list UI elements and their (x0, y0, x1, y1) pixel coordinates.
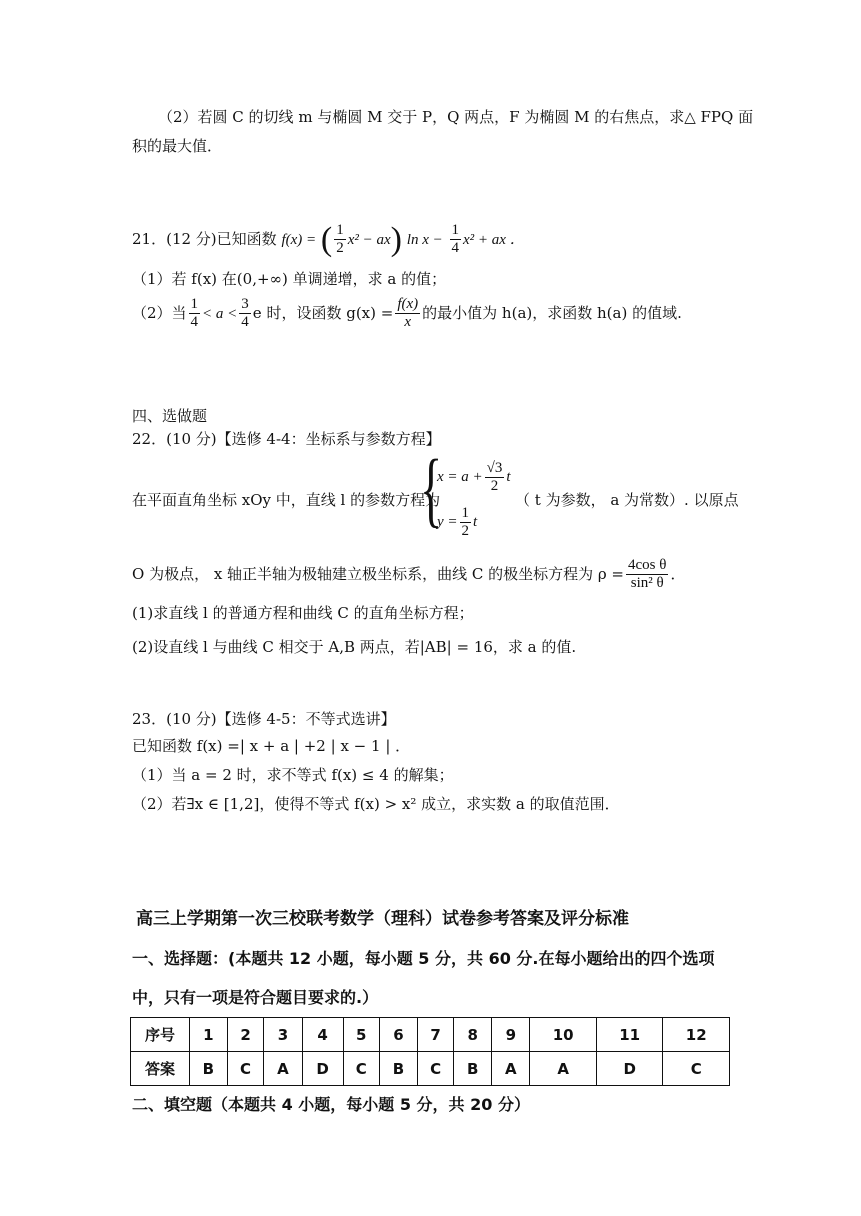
q21-part1: （1）若 f(x) 在(0,+∞) 单调递增，求 a 的值； (132, 270, 447, 288)
table-cell: C (663, 1052, 730, 1086)
q21-statement (132, 222, 525, 258)
table-cell: 8 (454, 1018, 492, 1052)
answer-key-title: 高三上学期第一次三校联考数学（理科）试卷参考答案及评分标准 (136, 909, 629, 929)
q21-inside-rest: x² − ax (347, 231, 391, 248)
q22-number: 22．(10 分)【选修 4-4：坐标系与参数方程】 (132, 430, 441, 448)
table-cell: 9 (492, 1018, 530, 1052)
q23-part1: （1）当 a = 2 时，求不等式 f(x) ≤ 4 的解集； (132, 766, 454, 784)
section2-heading: 二、填空题（本题共 4 小题，每小题 5 分，共 20 分） (132, 1095, 530, 1114)
table-cell: 2 (227, 1018, 264, 1052)
q21-p2-mid: < a < (202, 305, 238, 322)
q22-part1: (1)求直线 l 的普通方程和曲线 C 的直角坐标方程； (132, 604, 474, 622)
row-label-answer: 答案 (131, 1052, 190, 1086)
q20-part2-line1: （2）若圆 C 的切线 m 与椭圆 M 交于 P，Q 两点，F 为椭圆 M 的右焦点，求△ FPQ 面 (158, 108, 754, 126)
q22-params-note: （ t 为参数， a 为常数）. 以原点 (515, 491, 739, 509)
table-cell: C (417, 1052, 454, 1086)
table-cell: C (227, 1052, 264, 1086)
table-cell: C (343, 1052, 380, 1086)
table-row (131, 1018, 730, 1052)
table-row (131, 1052, 730, 1086)
table-cell: A (530, 1052, 596, 1086)
q21-part2 (132, 296, 682, 332)
q23-number: 23．(10 分)【选修 4-5：不等式选讲】 (132, 710, 396, 728)
q22-eq-x: x = a + $\frac{√3}{2}$ t (437, 460, 511, 495)
answer-table (130, 1017, 730, 1086)
table-cell: 6 (380, 1018, 418, 1052)
table-cell: 4 (302, 1018, 343, 1052)
left-brace: { (420, 443, 443, 536)
q21-part2-prefix: （2）当 (132, 303, 187, 322)
q23-intro: 已知函数 f(x) =| x + a | +2 | x − 1 | ． (132, 737, 411, 755)
q21-p2-c: 的最小值为 h(a)，求函数 h(a) 的值域. (422, 303, 682, 322)
row-label-number: 序号 (131, 1018, 190, 1052)
table-cell: B (454, 1052, 492, 1086)
table-cell: B (380, 1052, 418, 1086)
q21-mid: ln x − (406, 231, 443, 248)
table-cell: B (190, 1052, 228, 1086)
table-cell: 11 (596, 1018, 662, 1052)
table-cell: 12 (663, 1018, 730, 1052)
q21-coef2-frac: $\frac{1}{4}$ (451, 222, 460, 257)
table-cell: 5 (343, 1018, 380, 1052)
table-cell: D (596, 1052, 662, 1086)
table-cell: 7 (417, 1018, 454, 1052)
q21-coef-frac: $\frac{1}{2}$ (336, 222, 344, 257)
table-cell: 10 (530, 1018, 596, 1052)
table-cell: A (264, 1052, 302, 1086)
q21-p2-frac2: $\frac{3}{4}$ (241, 296, 249, 331)
q22-rho-frac: $\frac{\text{4cos θ}}{\text{sin² θ}}$ (628, 557, 667, 592)
q22-intro: 在平面直角坐标 xOy 中，直线 l 的参数方程为 (132, 491, 441, 509)
q21-p2-frac1: $\frac{1}{4}$ (190, 296, 199, 331)
section4-heading: 四、选做题 (132, 407, 208, 425)
q22-line2: O 为极点， x 轴正半轴为极轴建立极坐标系，曲线 C 的极坐标方程为 ρ = $\frac{\text{4cos θ}}{\text{sin² θ}}$ ． (132, 557, 686, 592)
table-cell: A (492, 1052, 530, 1086)
q23-part2: （2）若∃x ∈ [1,2]，使得不等式 f(x) > x² 成立，求实数 a 的取值范围． (132, 795, 620, 813)
q20-part2-line2: 积的最大值． (132, 137, 223, 155)
table-cell: 3 (264, 1018, 302, 1052)
section1-line1: 一、选择题：(本题共 12 小题，每小题 5 分，共 60 分.在每小题给出的四个选项 (132, 949, 715, 968)
q22-part2: (2)设直线 l 与曲线 C 相交于 A,B 两点，若|AB| = 16，求 a 的值. (132, 638, 577, 656)
section1-line2: 中，只有一项是符合题目要求的.） (132, 988, 379, 1007)
q21-p2-frac3: $\frac{f(x)}{x}$ (397, 296, 419, 331)
q21-p2-b: e 时，设函数 g(x) = (252, 303, 394, 322)
q21-function-lhs: f(x) = (281, 231, 317, 248)
q21-number: 21．(12 分)已知函数 (132, 229, 277, 248)
table-cell: D (302, 1052, 343, 1086)
q21-tail: x² + ax ． (463, 231, 525, 248)
table-cell: 1 (190, 1018, 228, 1052)
q22-eq-y: y = $\frac{1}{2}$ t (437, 505, 478, 540)
left-paren: ( (320, 220, 333, 258)
right-paren: ) (390, 220, 402, 258)
